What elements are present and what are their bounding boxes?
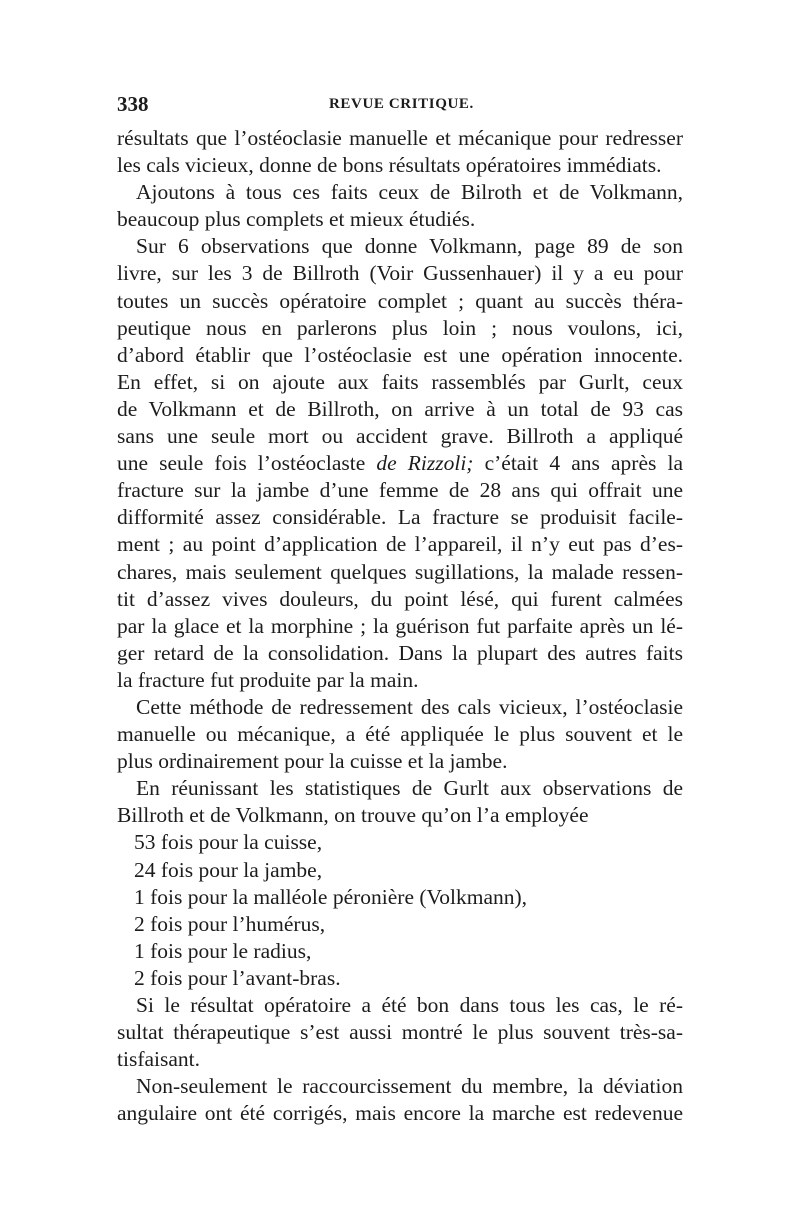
text-segment: une seule fois l’ostéoclaste <box>117 451 377 476</box>
text-line: ment ; au point d’application de l’appareil, il n’y eut pas d’es- <box>117 532 683 557</box>
text-line: d’abord établir que l’ostéoclasie est une opération innocente. <box>117 342 683 367</box>
text-segment: c’était 4 ans après la <box>473 451 683 476</box>
text-line: difformité assez considérable. La fracture se produisit facile- <box>117 505 683 530</box>
text-line: par la glace et la morphine ; la guérison fut parfaite après un lé- <box>117 613 683 638</box>
list-item: 1 fois pour le radius, <box>134 938 312 963</box>
text-line: Si le résultat opératoire a été bon dans tous les cas, le ré- <box>136 993 683 1017</box>
text-line: fracture sur la jambe d’une femme de 28 ans qui offrait une <box>117 478 683 503</box>
text-line: résultats que l’ostéoclasie manuelle et mécanique pour redresser <box>117 126 683 150</box>
list-item: 2 fois pour l’humérus, <box>134 911 326 936</box>
text-line: Cette méthode de redressement des cals vicieux, l’ostéoclasie <box>136 694 683 719</box>
text-line: les cals vicieux, donne de bons résultats opératoires immédiats. <box>117 153 662 178</box>
text-line: toutes un succès opératoire complet ; quant au succès théra- <box>117 288 683 313</box>
text-line: beaucoup plus complets et mieux étudiés. <box>117 207 476 232</box>
list-item: 2 fois pour l’avant-bras. <box>134 965 341 990</box>
text-line: la fracture fut produite par la main. <box>117 667 419 692</box>
running-title: REVUE CRITIQUE. <box>329 96 474 112</box>
text-line: peutique nous en parlerons plus loin ; nous voulons, ici, <box>117 315 683 340</box>
text-line <box>117 450 683 477</box>
text-line: En réunissant les statistiques de Gurlt aux observations de <box>136 776 683 801</box>
text-line: tit d’assez vives douleurs, du point lésé, qui furent calmées <box>117 586 683 611</box>
text-line: Sur 6 observations que donne Volkmann, page 89 de son <box>136 234 683 259</box>
text-line: Billroth et de Volkmann, on trouve qu’on l’a employée <box>117 803 589 828</box>
text-line: tisfaisant. <box>117 1047 200 1072</box>
page-header <box>117 92 683 122</box>
text-line: sans une seule mort ou accident grave. Billroth a appliqué <box>117 424 683 449</box>
text-line: ger retard de la consolidation. Dans la plupart des autres faits <box>117 640 683 665</box>
italic-text: de Rizzoli; <box>376 451 474 476</box>
list-item: 53 fois pour la cuisse, <box>134 830 323 855</box>
list-item: 24 fois pour la jambe, <box>134 857 323 882</box>
text-line: Ajoutons à tous ces faits ceux de Bilroth et de Volkmann, <box>136 180 683 205</box>
page-number: 338 <box>117 92 149 116</box>
body-text <box>117 125 683 1127</box>
text-line: livre, sur les 3 de Billroth (Voir Gussenhauer) il y a eu pour <box>117 261 683 286</box>
text-line: sultat thérapeutique s’est aussi montré le plus souvent très-sa- <box>117 1020 683 1045</box>
text-line: de Volkmann et de Billroth, on arrive à un total de 93 cas <box>117 396 683 421</box>
text-line: manuelle ou mécanique, a été appliquée le plus souvent et le <box>117 722 683 747</box>
list-item: 1 fois pour la malléole péronière (Volkmann), <box>134 884 528 909</box>
text-line: Non-seulement le raccourcissement du membre, la déviation <box>136 1074 683 1099</box>
text-line: plus ordinairement pour la cuisse et la jambe. <box>117 749 508 774</box>
text-line: En effet, si on ajoute aux faits rassemblés par Gurlt, ceux <box>117 369 683 394</box>
text-line: angulaire ont été corrigés, mais encore la marche est redevenue <box>117 1101 683 1126</box>
text-line: chares, mais seulement quelques sugillations, la malade ressen- <box>117 559 683 584</box>
